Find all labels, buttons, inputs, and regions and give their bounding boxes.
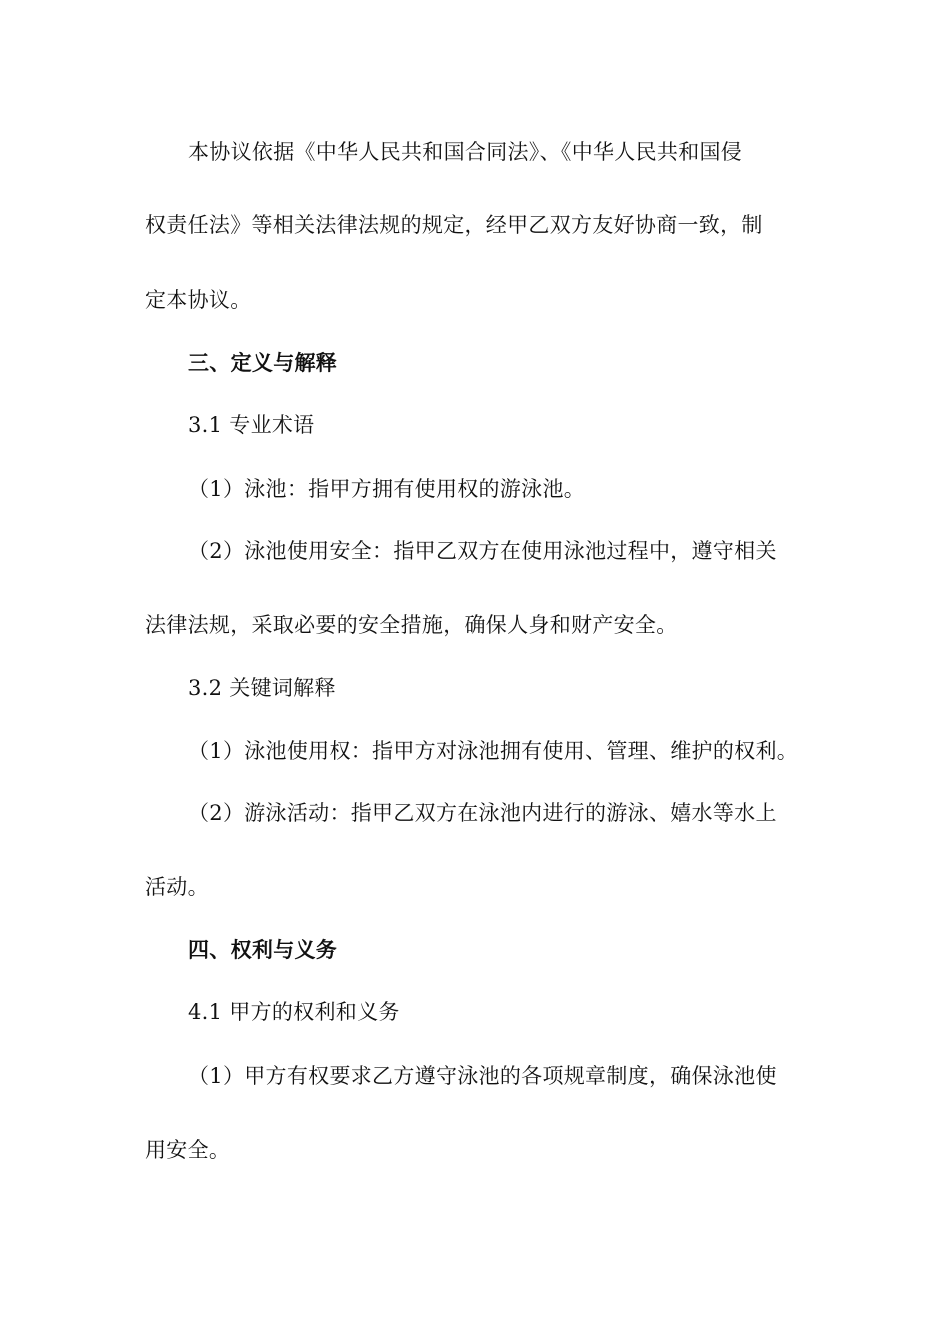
subsection-heading-3-1: 3.1 专业术语 [188, 413, 315, 437]
subsection-heading-3-2: 3.2 关键词解释 [188, 676, 336, 700]
rights-item-1-line-2: 用安全。 [145, 1138, 231, 1162]
keyword-item-pool-use-right: （1）泳池使用权：指甲方对泳池拥有使用、管理、维护的权利。 [188, 739, 799, 763]
definition-item-pool-safety-line-1: （2）泳池使用安全：指甲乙双方在使用泳池过程中，遵守相关 [188, 539, 777, 563]
keyword-item-swimming-activity-line-2: 活动。 [145, 875, 209, 899]
intro-paragraph-line-1: 本协议依据《中华人民共和国合同法》、《中华人民共和国侵 [188, 140, 743, 164]
definition-item-pool: （1）泳池：指甲方拥有使用权的游泳池。 [188, 477, 586, 501]
intro-paragraph-line-3: 定本协议。 [145, 288, 252, 312]
section-heading-definitions: 三、定义与解释 [188, 350, 338, 375]
keyword-item-swimming-activity-line-1: （2）游泳活动：指甲乙双方在泳池内进行的游泳、嬉水等水上 [188, 801, 777, 825]
section-heading-rights-obligations: 四、权利与义务 [188, 937, 338, 962]
definition-item-pool-safety-line-2: 法律法规，采取必要的安全措施，确保人身和财产安全。 [145, 613, 678, 637]
rights-item-1-line-1: （1）甲方有权要求乙方遵守泳池的各项规章制度，确保泳池使 [188, 1064, 777, 1088]
subsection-heading-4-1: 4.1 甲方的权利和义务 [188, 1000, 400, 1024]
intro-paragraph-line-2: 权责任法》等相关法律法规的规定，经甲乙双方友好协商一致，制 [145, 213, 763, 237]
